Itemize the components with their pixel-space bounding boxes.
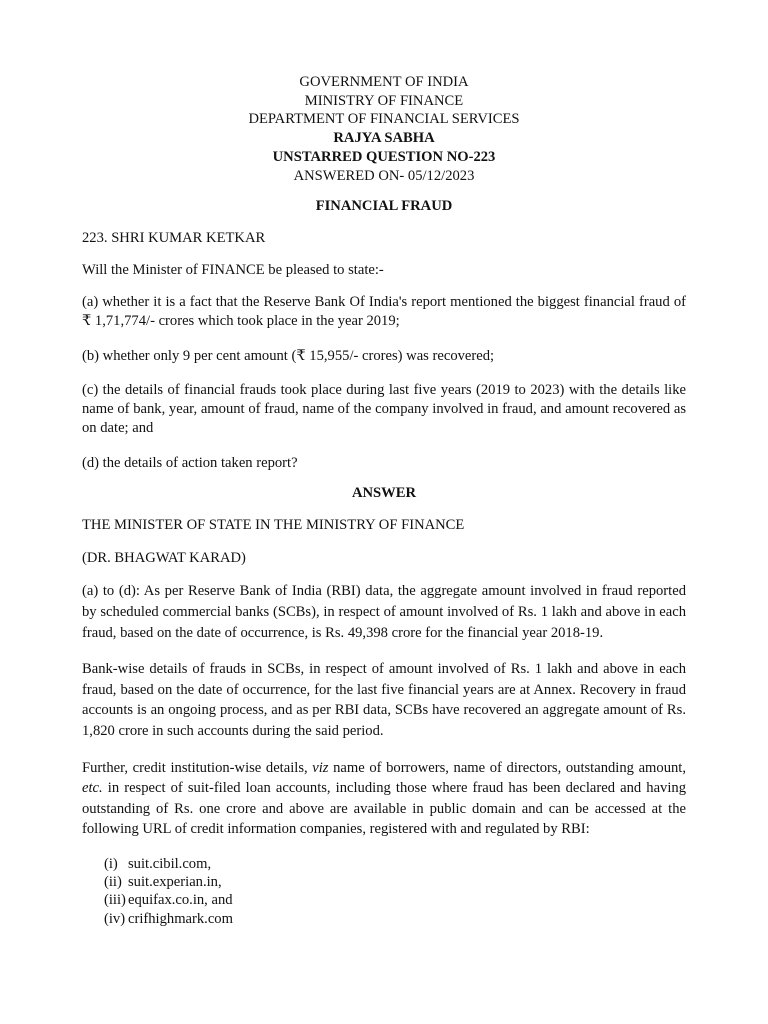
document-header — [82, 73, 686, 185]
url-number: (iii) — [104, 892, 126, 909]
url-list-item — [104, 910, 686, 928]
answer-paragraph-1: (a) to (d): As per Reserve Bank of India (RBI) data, the aggregate amount involved in fraud reported by scheduled commercial banks (SCBs), in respect of amount involved of Rs. 1 lakh and above in each fraud, based on the date of occurrence, is Rs. 49,398 crore for the financial year 2018-19. — [82, 583, 686, 641]
minister-designation: THE MINISTER OF STATE IN THE MINISTRY OF FINANCE — [82, 516, 465, 533]
question-intro: Will the Minister of FINANCE be pleased to state:- — [82, 261, 384, 278]
para3-text-mid: name of borrowers, name of directors, outstanding amount, — [328, 759, 686, 776]
url-text: equifax.co.in, and — [128, 892, 233, 909]
header-department: DEPARTMENT OF FINANCIAL SERVICES — [248, 111, 520, 128]
header-government: GOVERNMENT OF INDIA — [299, 74, 469, 90]
url-list — [104, 855, 686, 928]
questioner: 223. SHRI KUMAR KETKAR — [82, 229, 266, 246]
para3-text-end: in respect of suit-filed loan accounts, including those where fraud has been declared and having outstanding of Rs. one crore and above are available in public domain and can be accessed at the following URL of credit information companies, registered with and regulated by RBI: — [82, 780, 686, 838]
para3-viz: viz — [312, 759, 329, 776]
url-text: crifhighmark.com — [128, 910, 233, 927]
para3-etc: etc. — [82, 780, 103, 797]
url-text: suit.cibil.com, — [128, 855, 212, 872]
url-list-item — [104, 855, 686, 873]
header-ministry: MINISTRY OF FINANCE — [304, 92, 464, 109]
answer-paragraph-2: Bank-wise details of frauds in SCBs, in respect of amount involved of Rs. 1 lakh and above in each fraud, based on the date of occurrence, for the last five financial years are at Annex. Recovery in fraud accounts is an ongoing process, and as per RBI data, SCBs have recovered an aggregate amount of Rs. 1,820 crore in such accounts during the said period. — [82, 661, 686, 739]
question-a: (a) whether it is a fact that the Reserve Bank Of India's report mentioned the biggest financial fraud of ₹ 1,71,774/- crores which took place in the year 2019; — [82, 294, 686, 330]
question-c: (c) the details of financial frauds took place during last five years (2019 to 2023) with the details like name of bank, year, amount of fraud, name of the company involved in fraud, and amount recovered as on date; and — [82, 382, 686, 436]
url-list-item — [104, 891, 686, 909]
question-d: (d) the details of action taken report? — [82, 454, 298, 471]
header-house: RAJYA SABHA — [333, 130, 435, 147]
answer-heading: ANSWER — [351, 485, 417, 502]
answer-paragraph-3 — [82, 758, 686, 840]
question-b: (b) whether only 9 per cent amount (₹ 15,955/- crores) was recovered; — [82, 347, 495, 364]
document-title: FINANCIAL FRAUD — [315, 198, 453, 215]
url-number: (i) — [104, 855, 118, 872]
header-question-number: UNSTARRED QUESTION NO-223 — [272, 148, 496, 165]
url-text: suit.experian.in, — [128, 874, 222, 891]
header-answered-date: ANSWERED ON- 05/12/2023 — [293, 167, 475, 184]
url-number: (ii) — [104, 874, 122, 891]
minister-name: (DR. BHAGWAT KARAD) — [82, 549, 246, 566]
url-list-item — [104, 873, 686, 891]
para3-text-start: Further, credit institution-wise details, — [82, 759, 313, 776]
url-number: (iv) — [104, 910, 126, 927]
